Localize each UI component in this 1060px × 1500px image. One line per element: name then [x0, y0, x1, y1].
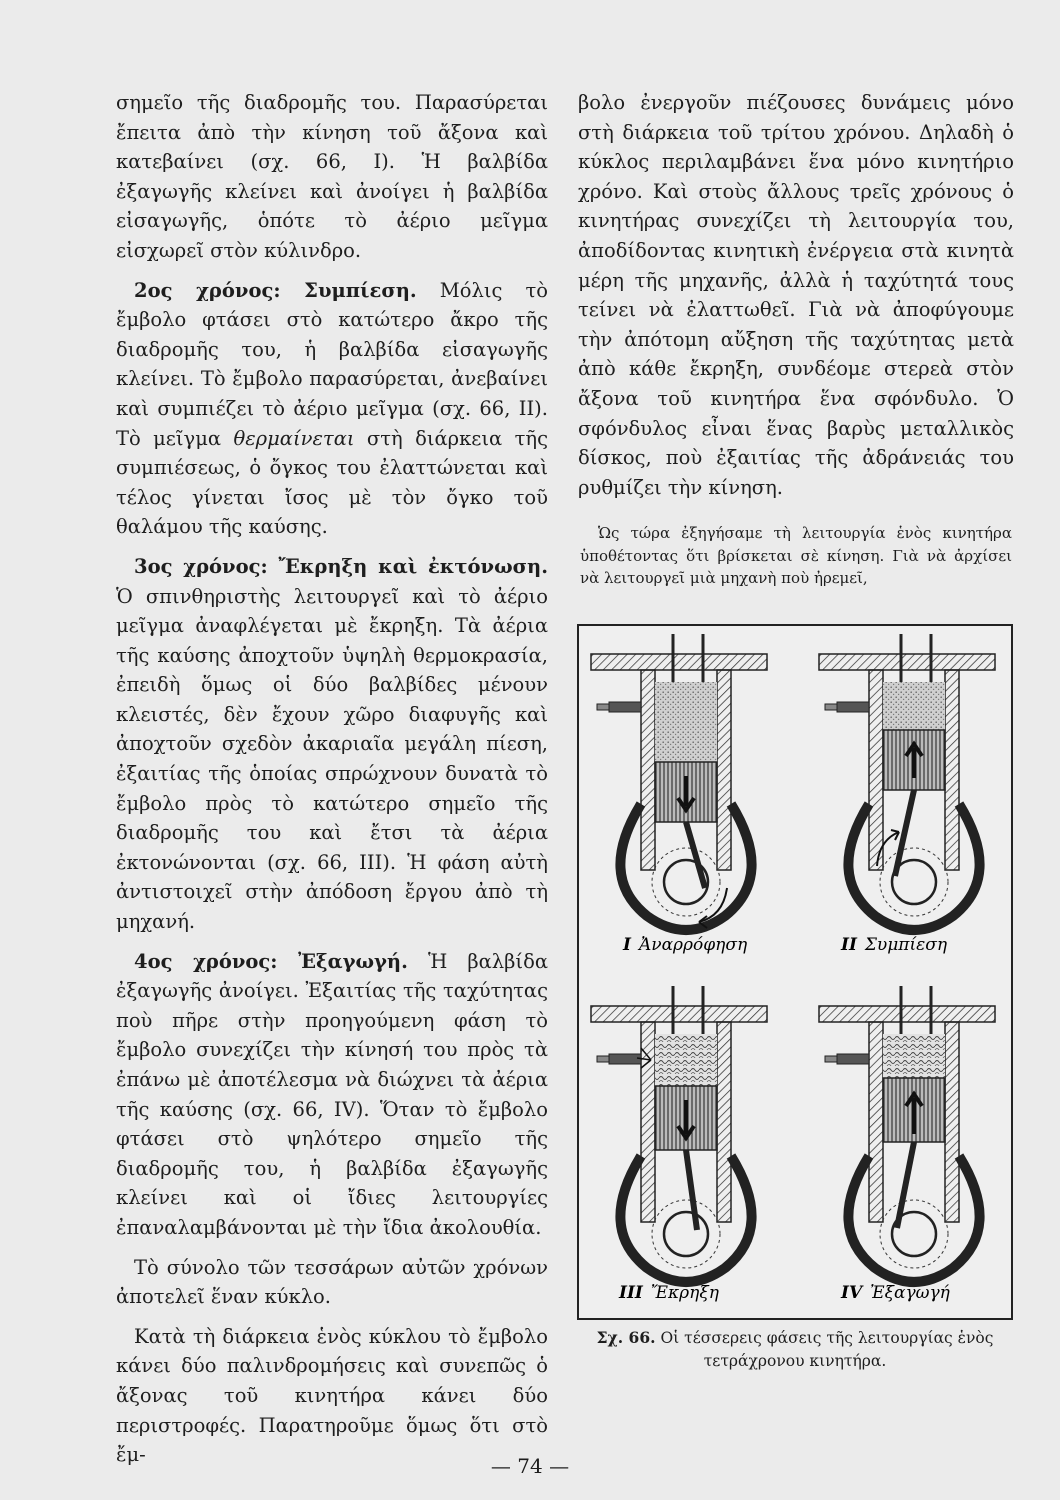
left-text-column — [116, 88, 548, 1470]
paragraph-compression — [116, 276, 548, 542]
caption-text: Οἱ τέσσερεις φάσεις τῆς λειτουργίας ἑνὸς τετράχρονου κινητήρα. — [655, 1329, 994, 1370]
compression-text-b: στὴ διάρκεια τῆς συμπιέσεως, ὁ ὄγκος του ἐλαττώνεται καὶ τέλος γίνεται ἴσος μὲ τὸν ὄγκο τοῦ θαλάμου τῆς καύσης. — [116, 426, 549, 539]
engine-diagram — [579, 626, 1011, 1318]
paragraph-cycle-detail: Κατὰ τὴ διάρκεια ἑνὸς κύκλου τὸ ἔμβολο κάνει δύο παλινδρομήσεις καὶ συνεπῶς ὁ ἄξονας τοῦ κινητήρα κάνει δύο περιστροφές. Παρατηροῦμε ὅμως ὅτι στὸ ἔμ- — [116, 1324, 548, 1467]
small-print-note — [580, 522, 1012, 590]
compression-text-a: Μόλις τὸ ἔμβολο φτάσει στὸ κατώτερο ἄκρο τῆς διαδρομῆς του, ἡ βαλβίδα εἰσαγωγῆς κλείνει. Τὸ ἔμβολο παρασύρεται, ἀνεβαίνει καὶ συμπιέζει τὸ ἀέριο μεῖγμα (σχ. 66, II). Τὸ μεῖγμα — [116, 278, 548, 450]
paragraph-cycle: Τὸ σύνολο τῶν τεσσάρων αὐτῶν χρόνων ἀποτελεῖ ἕναν κύκλο. — [116, 1255, 548, 1309]
caption-number: Σχ. 66. — [596, 1328, 656, 1347]
figure-caption — [572, 1326, 1018, 1373]
phase-4-label: IV Ἐξαγωγή — [841, 1283, 950, 1303]
stroke-3-heading: 3ος χρόνος: Ἔκρηξη καὶ ἐκτόνωση. — [134, 554, 548, 578]
paragraph-intake-end: σημεῖο τῆς διαδρομῆς του. Παρασύρεται ἔπειτα ἀπὸ τὴν κίνηση τοῦ ἄξονα καὶ κατεβαίνει (σχ. 66, I). Ἡ βαλβίδα ἐξαγωγῆς κλείνει καὶ ἀνοίγει ἡ βαλβίδα εἰσαγωγῆς, ὁπότε τὸ ἀέριο μεῖγμα εἰσχωρεῖ στὸν κύλινδρο. — [116, 91, 548, 262]
four-stroke-engine-figure — [577, 624, 1013, 1320]
paragraph-power — [116, 552, 548, 937]
power-text: Ὁ σπινθηριστὴς λειτουργεῖ καὶ τὸ ἀέριο μεῖγμα ἀναφλέγεται μὲ ἔκρηξη. Τὰ ἀέρια τῆς καύσης ἀποχτοῦν ὑψηλὴ θερμοκρασία, ἐπειδὴ ὅμως οἱ δύο βαλβίδες μένουν κλειστές, δὲν ἔχουν χῶρο διαφυγῆς καὶ ἀποχτοῦν σχεδὸν ἀκαριαῖα μεγάλη πίεση, ἐξαιτίας τῆς ὁποίας σπρώχνουν δυνατὰ τὸ ἔμβολο πρὸς τὸ κατώτερο σημεῖο τῆς διαδρομῆς του καὶ ἔτσι τὰ ἀέρια ἐκτονώνονται (σχ. 66, III). Ἡ φάση αὐτὴ ἀντιστοιχεῖ στὴν ἀπόδοση ἔργου ἀπὸ τὴ μηχανή. — [116, 584, 548, 934]
phase-4-exhaust-drawing — [819, 986, 995, 1282]
phase-1-label: I Ἀναρρόφηση — [623, 935, 748, 955]
paragraph-flywheel: βολο ἐνεργοῦν πιέζουσες δυνάμεις μόνο στὴ διάρκεια τοῦ τρίτου χρόνου. Δηλαδὴ ὁ κύκλος περιλαμβάνει ἕνα μόνο κινητήριο χρόνο. Καὶ στοὺς ἄλλους τρεῖς χρόνους ὁ κινητήρας συνεχίζει τὴ λειτουργία του, ἀποδίδοντας κινητικὴ ἐνέργεια στὰ κινητὰ μέρη τῆς μηχανῆς, ἀλλὰ ἡ ταχύτητά τους τείνει νὰ ἐλαττωθεῖ. Γιὰ νὰ ἀποφύγουμε τὴν ἀπότομη αὔξηση τῆς ταχύτητας μετὰ ἀπὸ κάθε ἔκρηξη, συνδέομε στερεὰ στὸν ἄξονα τοῦ κινητήρα ἕνα σφόνδυλο. Ὁ σφόνδυλος εἶναι ἕνας βαρὺς μεταλλικὸς δίσκος, ποὺ ἐξαιτίας τῆς ἀδράνειάς του ρυθμίζει τὴν κίνηση. — [578, 91, 1014, 499]
page-number: — 74 — — [490, 1454, 570, 1478]
note-text: Ὡς τώρα ἐξηγήσαμε τὴ λειτουργία ἑνὸς κινητήρα ὑποθέτοντας ὅτι βρίσκεται σὲ κίνηση. Γιὰ νὰ ἀρχίσει νὰ λειτουργεῖ μιὰ μηχανὴ ποὺ ἠρεμεῖ, — [580, 524, 1012, 587]
paragraph-exhaust — [116, 947, 548, 1243]
phase-3-label: III Ἔκρηξη — [619, 1283, 719, 1303]
phase-3-power-drawing — [591, 986, 767, 1282]
exhaust-text: Ἡ βαλβίδα ἐξαγωγῆς ἀνοίγει. Ἐξαιτίας τῆς ταχύτητας ποὺ πῆρε στὴν προηγούμενη φάση τὸ ἔμβολο συνεχίζει τὴν κίνησή του πρὸς τὰ ἐπάνω μὲ ἀποτέλεσμα νὰ διώχνει τὰ ἀέρια τῆς καύσης (σχ. 66, IV). Ὅταν τὸ ἔμβολο φτάσει στὸ ψηλότερο σημεῖο τῆς διαδρομῆς του, ἡ βαλβίδα ἐξαγωγῆς κλείνει καὶ οἱ ἴδιες λειτουργίες ἐπαναλαμβάνονται μὲ τὴν ἴδια ἀκολουθία. — [116, 949, 548, 1239]
phase-1-intake-drawing — [591, 634, 767, 930]
right-text-column — [578, 88, 1014, 502]
stroke-4-heading: 4ος χρόνος: Ἐξαγωγή. — [134, 949, 408, 973]
phase-2-compression-drawing — [819, 634, 995, 930]
phase-2-label: II Συμπίεση — [841, 935, 948, 955]
stroke-2-heading: 2ος χρόνος: Συμπίεση. — [134, 278, 417, 302]
compression-emphasis: θερμαίνεται — [233, 426, 355, 450]
